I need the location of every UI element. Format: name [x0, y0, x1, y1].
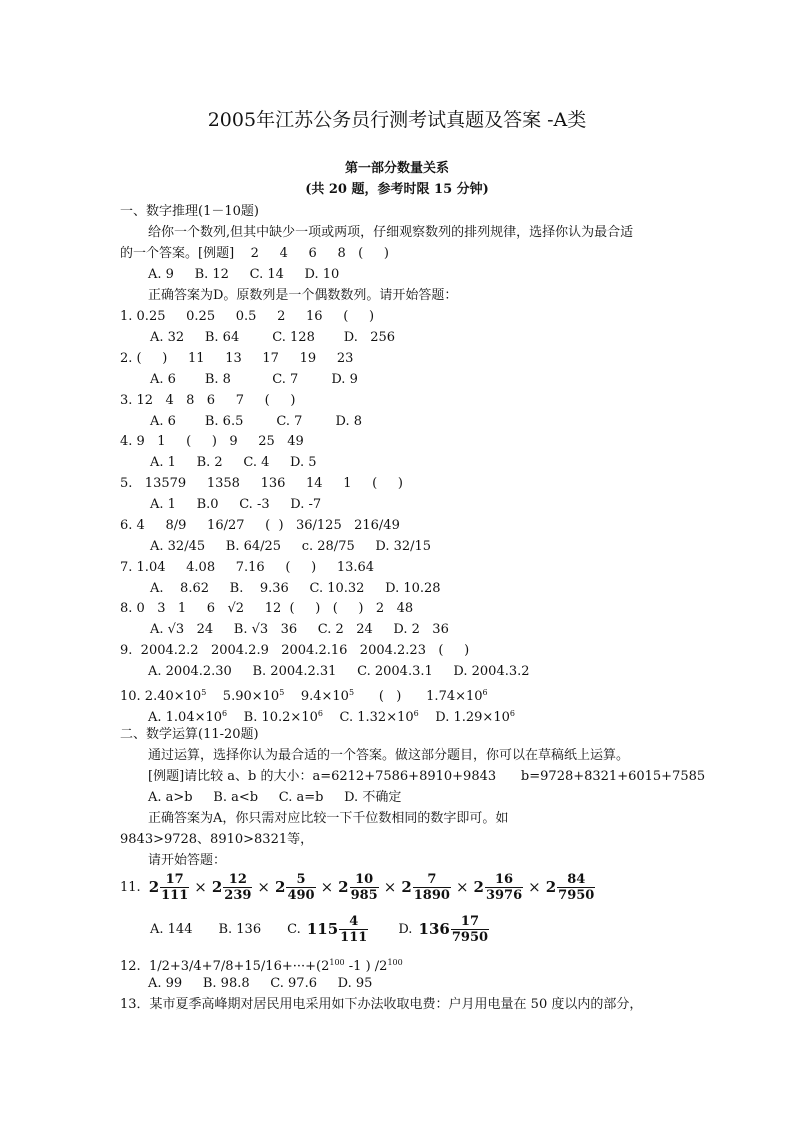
mixed-whole: 2	[211, 878, 223, 896]
mixed-whole: 2	[545, 878, 557, 896]
mixed-whole: 2	[275, 878, 286, 896]
times-sign: ×	[320, 878, 334, 896]
example-options: A. 9 B. 12 C. 14 D. 10	[148, 267, 340, 282]
section2-start: 请开始答题：	[148, 853, 227, 868]
numerator: 16	[495, 871, 514, 887]
mixed-number	[338, 872, 379, 903]
document-title: 2005年江苏公务员行测考试真题及答案 -A类	[207, 109, 587, 131]
mixed-number	[401, 872, 451, 903]
question-7-options: A. 8.62 B. 9.36 C. 10.32 D. 10.28	[150, 581, 441, 596]
question-2-options: A. 6 B. 8 C. 7 D. 9	[150, 372, 358, 387]
fraction	[350, 872, 379, 903]
question-11-options	[150, 910, 491, 948]
mixed-whole: 2	[338, 878, 349, 896]
denominator: 111	[161, 887, 189, 903]
numerator: 12	[228, 871, 247, 887]
question-6: 6. 4 8/9 16/27 ( ) 36/125 216/49	[120, 518, 400, 533]
q12-exp: 100	[387, 958, 403, 967]
q12-part: -1 ) /2	[344, 959, 388, 974]
q12-part: 12. 1/2+3/4+7/8+15/16+···+(2	[120, 959, 330, 974]
question-2: 2. ( ) 11 13 17 19 23	[120, 351, 354, 366]
q11-label: 11.	[120, 879, 141, 895]
denominator: 111	[340, 929, 368, 945]
question-3: 3. 12 4 8 6 7 ( )	[120, 393, 296, 408]
q10-opt: C. 1.32×10	[322, 710, 414, 725]
question-10	[120, 685, 488, 705]
mixed-number	[149, 872, 190, 903]
q10-exp: 6	[413, 709, 419, 718]
q12-exp: 100	[329, 958, 345, 967]
fraction	[286, 872, 315, 903]
question-9: 9. 2004.2.2 2004.2.9 2004.2.16 2004.2.23 ( )	[120, 643, 470, 658]
denominator: 985	[350, 887, 378, 903]
q10-exp: 5	[279, 688, 285, 697]
section2-answer-line2: 9843>9728、8910>8321等，	[120, 832, 314, 847]
mixed-whole: 2	[401, 878, 412, 896]
question-1-options: A. 32 B. 64 C. 128 D. 256	[150, 330, 396, 345]
question-4: 4. 9 1 ( ) 9 25 49	[120, 434, 304, 449]
mixed-whole: 115	[306, 920, 339, 938]
q10-opt: D. 1.29×10	[418, 710, 510, 725]
section2-heading: 二、数学运算(11-20题)	[120, 727, 259, 742]
times-sign: ×	[455, 878, 469, 896]
question-4-options: A. 1 B. 2 C. 4 D. 5	[150, 455, 317, 470]
q11-terms	[147, 872, 598, 903]
section2-answer-line1: 正确答案为A，你只需对应比较一下千位数相同的数字即可。如	[148, 811, 509, 826]
mixed-whole: 2	[473, 878, 484, 896]
mixed-whole: 136	[418, 920, 450, 938]
numerator: 84	[567, 871, 586, 887]
denominator: 1890	[413, 887, 450, 903]
question-3-options: A. 6 B. 6.5 C. 7 D. 8	[150, 414, 362, 429]
answer-note: 正确答案为D。原数列是一个偶数数列。请开始答题：	[148, 288, 458, 303]
q10-opt: B. 10.2×10	[227, 710, 318, 725]
fraction	[557, 872, 595, 903]
denominator: 239	[224, 887, 252, 903]
fraction	[451, 914, 489, 945]
fraction	[485, 872, 523, 903]
times-sign: ×	[257, 878, 270, 896]
q10-part: 9.4×10	[284, 689, 349, 704]
fraction	[339, 914, 368, 945]
q11-opt-a: A. 144	[150, 921, 193, 937]
fraction	[413, 872, 451, 903]
q10-exp: 6	[317, 709, 323, 718]
mixed-number	[474, 872, 524, 903]
section1-intro-line1: 给你一个数列,但其中缺少一项或两项，仔细观察数列的排列规律，选择你认为最合适	[148, 225, 634, 240]
denominator: 490	[287, 887, 315, 903]
numerator: 10	[355, 871, 374, 887]
mixed-number	[275, 872, 316, 903]
section1-heading: 一、数字推理(1－10题)	[120, 204, 259, 219]
q11-opt-c-label: C.	[287, 921, 305, 937]
question-12-options: A. 99 B. 98.8 C. 97.6 D. 95	[148, 976, 373, 991]
denominator: 7950	[558, 887, 595, 903]
mixed-number	[212, 872, 253, 903]
numerator: 7	[427, 871, 437, 887]
fraction	[223, 872, 252, 903]
question-6-options: A. 32/45 B. 64/25 c. 28/75 D. 32/15	[150, 539, 432, 554]
question-7: 7. 1.04 4.08 7.16 ( ) 13.64	[120, 560, 375, 575]
mixed-whole: 2	[148, 878, 160, 896]
times-sign: ×	[383, 878, 397, 896]
q11-opt-d	[419, 914, 490, 945]
section2-example: [例题]请比较 a、b 的大小：a=6212+7586+8910+9843 b=9728+8321+6015+7585	[148, 769, 706, 784]
q10-exp: 6	[482, 688, 488, 697]
question-1: 1. 0.25 0.25 0.5 2 16 ( )	[120, 309, 375, 324]
question-9-options: A. 2004.2.30 B. 2004.2.31 C. 2004.3.1 D. 2004.3.2	[148, 664, 530, 679]
q10-opt: A. 1.04×10	[148, 710, 223, 725]
q11-opt-d-label: D.	[398, 921, 417, 937]
question-5-options: A. 1 B.0 C. -3 D. -7	[150, 497, 322, 512]
section2-intro: 通过运算，选择你认为最合适的一个答案。做这部分题目，你可以在草稿纸上运算。	[148, 748, 630, 763]
q10-part: 5.90×10	[206, 689, 280, 704]
fraction	[160, 872, 189, 903]
question-8-options: A. √3 24 B. √3 36 C. 2 24 D. 2 36	[150, 622, 449, 637]
numerator: 4	[349, 913, 359, 929]
part-subheading: (共 20 题，参考时限 15 分钟)	[305, 182, 489, 197]
question-5: 5. 13579 1358 136 14 1 ( )	[120, 476, 403, 491]
denominator: 3976	[485, 887, 523, 903]
q11-opt-b: B. 136	[218, 921, 262, 937]
question-8: 8. 0 3 1 6 √2 12 ( ) ( ) 2 48	[120, 601, 414, 616]
denominator: 7950	[451, 929, 489, 945]
question-11	[120, 868, 597, 906]
mixed-number	[546, 872, 596, 903]
q10-exp: 5	[201, 688, 207, 697]
part-heading: 第一部分数量关系	[344, 161, 449, 176]
q10-part: 10. 2.40×10	[120, 689, 202, 704]
q10-exp: 5	[348, 688, 355, 697]
section2-example-options: A. a>b B. a<b C. a=b D. 不确定	[148, 790, 402, 805]
q11-opt-c	[307, 914, 368, 945]
times-sign: ×	[528, 878, 541, 896]
question-12	[120, 955, 403, 975]
section1-intro-line2: 的一个答案。[例题] 2 4 6 8 ( )	[120, 246, 389, 261]
q10-exp: 6	[509, 709, 515, 718]
times-sign: ×	[194, 878, 207, 896]
question-10-options	[148, 706, 515, 726]
q10-exp: 6	[222, 709, 228, 718]
numerator: 17	[165, 871, 184, 887]
q10-part: ( ) 1.74×10	[354, 689, 483, 704]
question-13: 13．某市夏季高峰期对居民用电采用如下办法收取电费：户月用电量在 50 度以内的部分，	[120, 997, 643, 1012]
numerator: 17	[460, 913, 479, 929]
numerator: 5	[296, 871, 306, 887]
